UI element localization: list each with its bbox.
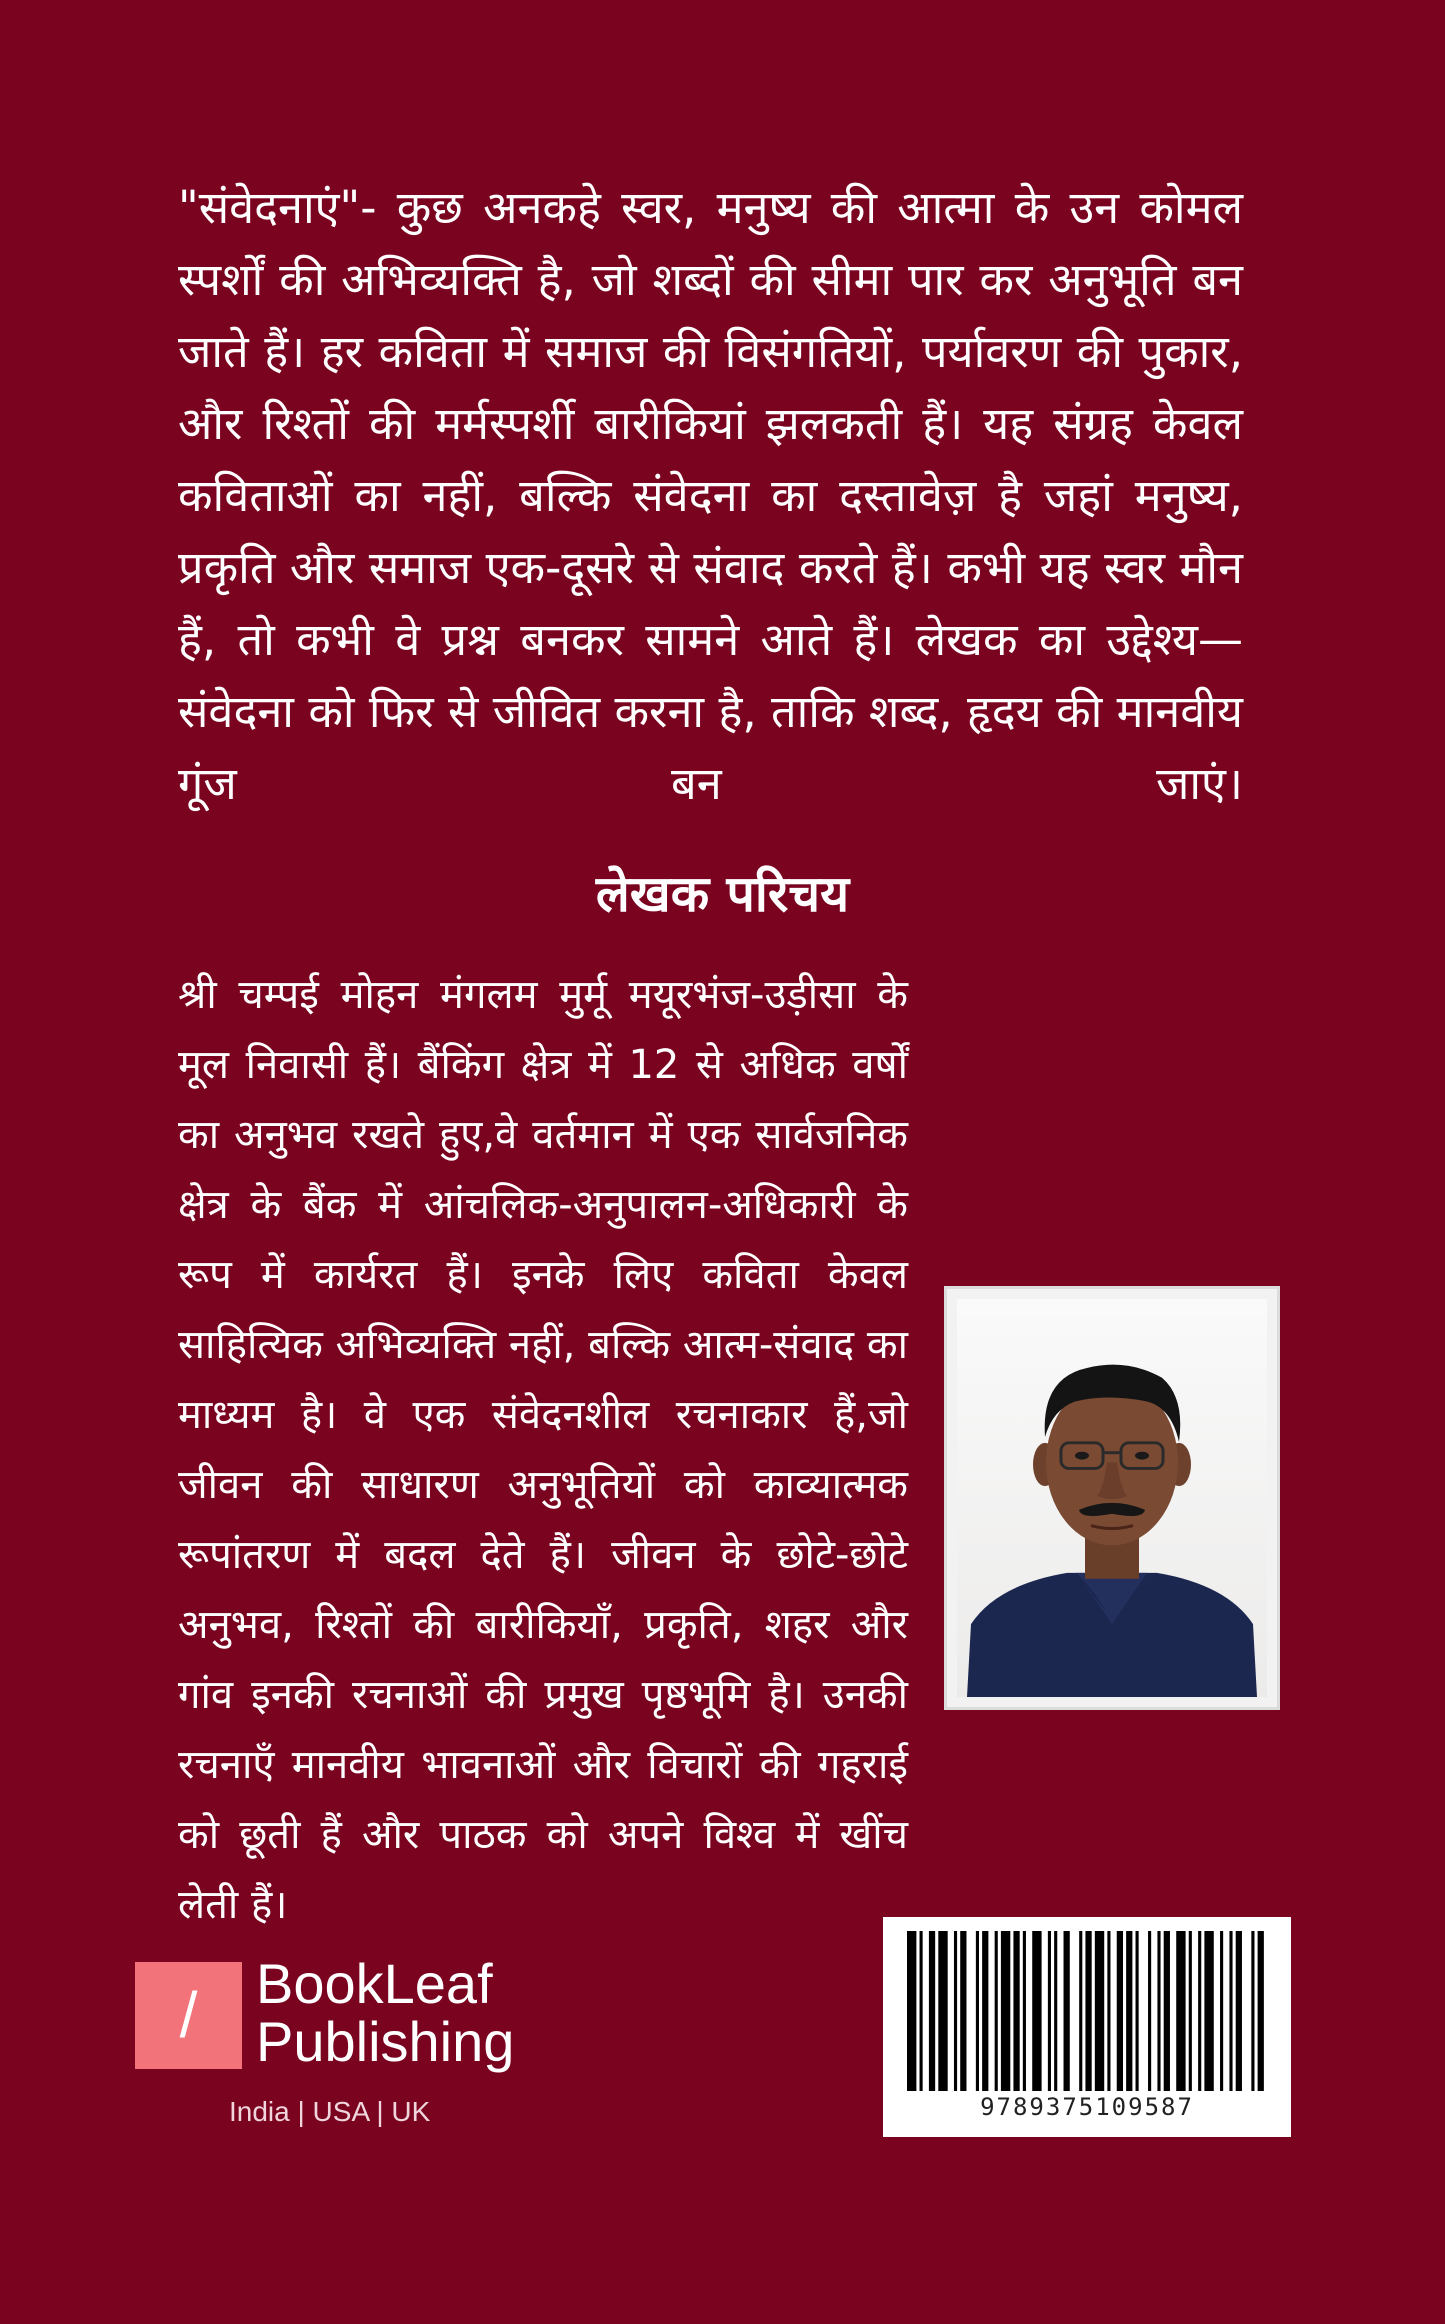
barcode-bar bbox=[1117, 1931, 1123, 2091]
publisher-regions: India | USA | UK bbox=[229, 2096, 431, 2127]
barcode-bar bbox=[1220, 1931, 1223, 2091]
barcode-bar bbox=[929, 1931, 935, 2091]
author-intro-heading: लेखक परिचय bbox=[595, 865, 850, 923]
publisher-name-line1: BookLeaf bbox=[256, 1952, 493, 2015]
barcode-bar bbox=[1148, 1931, 1151, 2091]
barcode-bar bbox=[1164, 1931, 1170, 2091]
slash-icon: / bbox=[179, 1979, 198, 2051]
barcode-bar bbox=[995, 1931, 998, 2091]
barcode-bar bbox=[976, 1931, 979, 2091]
barcode-bar bbox=[1095, 1931, 1104, 2091]
barcode-bar bbox=[982, 1931, 988, 2091]
barcode-bar bbox=[1048, 1931, 1051, 2091]
barcode-bar bbox=[1013, 1931, 1019, 2091]
barcode-bar bbox=[1001, 1931, 1010, 2091]
barcode-bar bbox=[1032, 1931, 1041, 2091]
barcode-bar bbox=[1157, 1931, 1160, 2091]
author-bio: श्री चम्पई मोहन मंगलम मुर्मू मयूरभंज-उड़ीसा के मूल निवासी हैं। बैंकिंग क्षेत्र में 12 से अधिक वर्षों का अनुभव रखते हुए,वे वर्तमान में एक सार्वजनिक क्षेत्र के बैंक में आंचलिक-अनुपालन-अधिकारी के रूप में कार्यरत हैं। इनके लिए कविता केवल साहित्यिक अभिव्यक्ति नहीं, बल्कि आत्म-संवाद का माध्यम है। वे एक संवेदनशील रचनाकार हैं,जो जीवन की साधारण अनुभूतियों को काव्यात्मक रूपांतरण में बदल देते हैं। जीवन के छोटे-छोटे अनुभव, रिश्तों की बारीकियाँ, प्रकृति, शहर और गांव इनकी रचनाओं की प्रमुख पृष्ठभूमि है। उनकी रचनाएँ मानवीय भावनाओं और विचारों की गहराई को छूती हैं और पाठक को अपने विश्व में खींच लेती हैं। bbox=[178, 972, 908, 1928]
barcode-bar bbox=[1079, 1931, 1082, 2091]
barcode-bar bbox=[938, 1931, 947, 2091]
barcode-bar bbox=[1198, 1931, 1201, 2091]
barcode-bar bbox=[1251, 1931, 1254, 2091]
barcode-bar bbox=[1229, 1931, 1232, 2091]
barcode-bar bbox=[907, 1931, 916, 2091]
isbn-number: 9789375109587 bbox=[980, 2093, 1194, 2121]
barcode-bar bbox=[954, 1931, 957, 2091]
barcode-bar bbox=[1023, 1931, 1026, 2091]
barcode-bar bbox=[1054, 1931, 1057, 2091]
barcode-bar bbox=[1189, 1931, 1192, 2091]
back-cover-blurb: "संवेदनाएं"- कुछ अनकहे स्वर, मनुष्य की आत्मा के उन कोमल स्पर्शों की अभिव्यक्ति है, जो शब्दों की सीमा पार कर अनुभूति बन जाते हैं। हर कविता में समाज की विसंगतियों, पर्यावरण की पुकार, और रिश्तों की मर्मस्पर्शी बारीकियां झलकती हैं। यह संग्रह केवल कविताओं का नहीं, बल्कि संवेदना का दस्तावेज़ है जहां मनुष्य, प्रकृति और समाज एक-दूसरे से संवाद करते हैं। कभी यह स्वर मौन हैं, तो कभी वे प्रश्न बनकर सामने आते हैं। लेखक का उद्देश्य—संवेदना को फिर से जीवित करना है, ताकि शब्द, हृदय की मानवीय गूंज बन जाएं। bbox=[178, 181, 1243, 810]
barcode-bar bbox=[1107, 1931, 1110, 2091]
barcode-bar bbox=[960, 1931, 966, 2091]
author-photo bbox=[944, 1286, 1280, 1710]
barcode-bars bbox=[907, 1931, 1267, 2091]
isbn-barcode bbox=[883, 1917, 1291, 2137]
barcode-bar bbox=[1204, 1931, 1213, 2091]
author-portrait-image bbox=[957, 1299, 1267, 1697]
barcode-bar bbox=[1258, 1931, 1264, 2091]
barcode-bar bbox=[1236, 1931, 1242, 2091]
publisher-name-line2: Publishing bbox=[256, 2010, 515, 2073]
barcode-bar bbox=[920, 1931, 923, 2091]
barcode-bar bbox=[1085, 1931, 1091, 2091]
barcode-bar bbox=[1064, 1931, 1070, 2091]
barcode-bar bbox=[1126, 1931, 1132, 2091]
barcode-bar bbox=[1136, 1931, 1139, 2091]
barcode-bar bbox=[1176, 1931, 1185, 2091]
